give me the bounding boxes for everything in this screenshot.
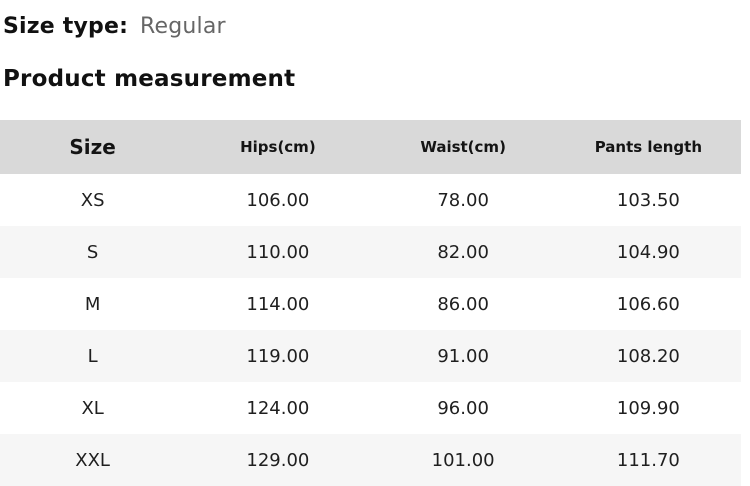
header-row	[0, 120, 741, 174]
cell-pants-length: 104.90	[616, 241, 680, 263]
cell-size: XL	[81, 397, 104, 419]
size-table-body	[0, 174, 741, 486]
size-measurement-table	[0, 120, 741, 486]
size-table-container	[0, 120, 741, 486]
cell-hips: 106.00	[246, 189, 310, 211]
cell-pants-length: 103.50	[616, 189, 680, 211]
cell-waist: 86.00	[437, 293, 489, 315]
cell-size: S	[86, 241, 99, 263]
size-type-heading	[0, 0, 750, 39]
cell-waist: 82.00	[437, 241, 489, 263]
cell-hips: 119.00	[246, 345, 310, 367]
cell-hips: 110.00	[246, 241, 310, 263]
table-row-xl	[0, 382, 741, 434]
cell-pants-length: 109.90	[616, 397, 680, 419]
cell-waist: 101.00	[431, 449, 495, 471]
size-type-value: Regular	[139, 14, 226, 39]
cell-waist: 96.00	[437, 397, 489, 419]
cell-size: M	[84, 293, 101, 315]
table-row-xxl	[0, 434, 741, 486]
column-header-waist: Waist(cm)	[420, 138, 506, 156]
table-row-l	[0, 330, 741, 382]
table-row-s	[0, 226, 741, 278]
table-row-xs	[0, 174, 741, 226]
cell-size: XXL	[75, 449, 110, 471]
cell-size: XS	[80, 189, 105, 211]
cell-waist: 91.00	[437, 345, 489, 367]
column-header-size: Size	[69, 135, 116, 159]
column-header-hips: Hips(cm)	[240, 138, 316, 156]
cell-size: L	[87, 345, 98, 367]
cell-hips: 129.00	[246, 449, 310, 471]
cell-pants-length: 106.60	[616, 293, 680, 315]
cell-waist: 78.00	[437, 189, 489, 211]
cell-hips: 124.00	[246, 397, 310, 419]
product-measurement-title: Product measurement	[3, 66, 296, 92]
column-header-pants-length: Pants length	[594, 138, 703, 156]
table-row-m	[0, 278, 741, 330]
size-table-header	[0, 120, 741, 174]
cell-pants-length: 111.70	[616, 449, 680, 471]
cell-hips: 114.00	[246, 293, 310, 315]
cell-pants-length: 108.20	[616, 345, 680, 367]
size-type-label: Size type:	[3, 14, 129, 39]
